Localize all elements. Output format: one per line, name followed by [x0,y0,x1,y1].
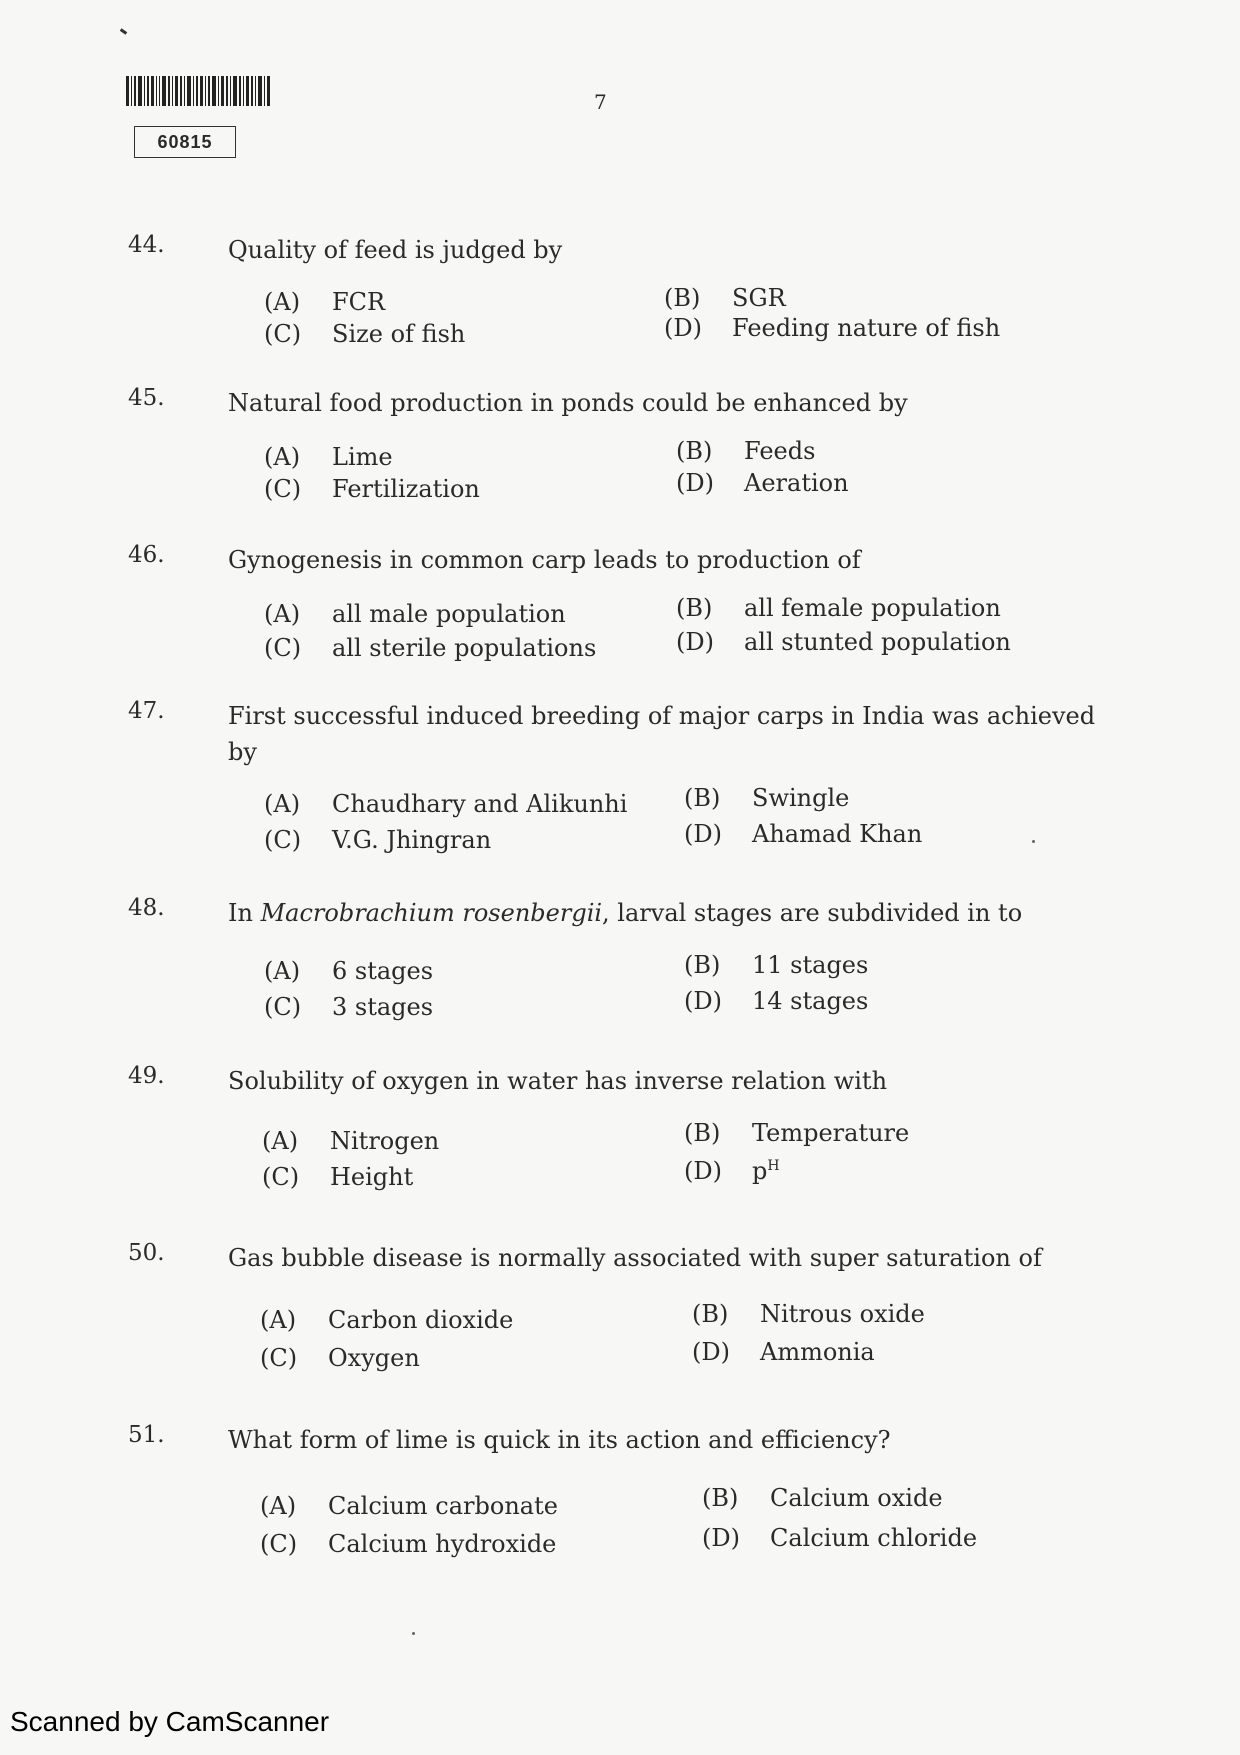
option-a: (A) Calcium carbonate [260,1492,558,1520]
option-d: (D) Ammonia [692,1338,875,1366]
option-a: (A) 6 stages [264,957,434,985]
species-name: Macrobrachium rosenbergii [260,899,603,927]
option-b: (B) Nitrous oxide [692,1300,925,1328]
question-text: Gynogenesis in common carp leads to production of [228,546,861,574]
option-c: (C) Calcium hydroxide [260,1530,557,1558]
question-number: 51. [128,1422,165,1448]
option-b: (B) Feeds [676,437,816,465]
question-number: 44. [128,232,165,258]
option-b: (B) Calcium oxide [702,1484,943,1512]
option-c: (C) Oxygen [260,1344,420,1372]
question-number: 47. [128,698,165,724]
option-d: (D) Feeding nature of fish [664,314,1001,342]
option-b: (B) 11 stages [684,951,869,979]
option-c: (C) Fertilization [264,475,480,503]
superscript: H [767,1158,780,1174]
question-number: 46. [128,542,165,568]
scanner-watermark: Scanned by CamScanner [10,1706,330,1737]
barcode [126,76,296,106]
option-c: (C) V.G. Jhingran [264,826,492,854]
option-a: (A) Lime [264,443,393,471]
option-a: (A) all male population [264,600,566,628]
question-number: 49. [128,1063,165,1089]
option-d: (D) Ahamad Khan [684,820,923,848]
question-text: Solubility of oxygen in water has inverse relation with [228,1067,888,1095]
option-b: (B) Swingle [684,784,850,812]
option-a: (A) Carbon dioxide [260,1306,514,1334]
option-c: (C) all sterile populations [264,634,597,662]
page-number: 7 [594,90,607,114]
option-c: (C) Height [262,1163,414,1191]
option-b: (B) Temperature [684,1119,910,1147]
question-text: Quality of feed is judged by [228,236,563,264]
option-d: (D) 14 stages [684,987,869,1015]
question-number: 45. [128,385,165,411]
scan-speck [1032,840,1035,843]
question-text: First successful induced breeding of major carps in India was achieved by [228,702,1096,766]
option-b: (B) SGR [664,284,786,312]
option-a: (A) Nitrogen [262,1127,440,1155]
scan-speck [412,1632,415,1635]
option-d: (D) $p^H$ [684,1157,780,1185]
option-c: (C) 3 stages [264,993,434,1021]
option-a: (A) Chaudhary and Alikunhi [264,790,628,818]
question-number: 50. [128,1240,165,1266]
option-a: (A) FCR [264,288,386,316]
scan-mark [120,28,127,34]
question-text: In Macrobrachium rosenbergii, larval stages are subdivided in to [228,899,1023,927]
option-b: (B) all female population [676,594,1001,622]
option-d: (D) Calcium chloride [702,1524,978,1552]
paper-code: 60815 [134,126,236,158]
question-text: What form of lime is quick in its action and efficiency? [228,1426,891,1454]
option-d: (D) all stunted population [676,628,1011,656]
option-d: (D) Aeration [676,469,849,497]
option-c: (C) Size of fish [264,320,466,348]
question-text: Gas bubble disease is normally associated with super saturation of [228,1244,1042,1272]
question-text: Natural food production in ponds could be enhanced by [228,389,908,417]
question-number: 48. [128,895,165,921]
